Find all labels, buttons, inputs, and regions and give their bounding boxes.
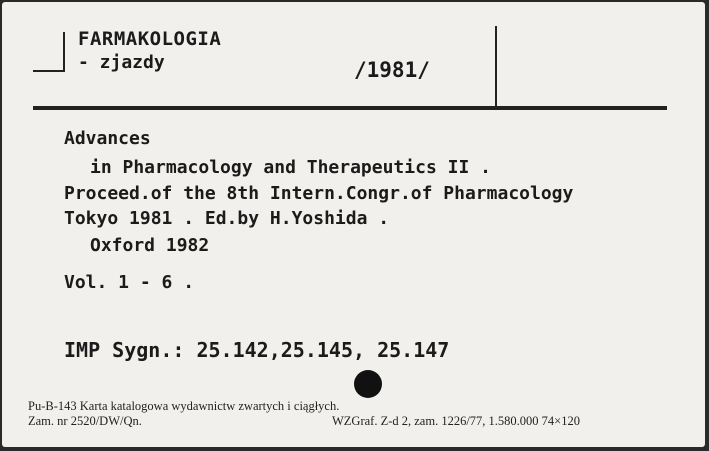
record-title-line-2: in Pharmacology and Therapeutics II .: [90, 157, 491, 178]
catalog-card: [2, 2, 705, 447]
header-vertical-rule: [495, 26, 497, 106]
punch-hole: [354, 370, 382, 398]
record-title-line-1: Advances: [64, 128, 151, 149]
record-proceedings-line: Proceed.of the 8th Intern.Congr.of Pharmacology: [64, 183, 574, 204]
footer-printer-line: WZGraf. Z-d 2, zam. 1226/77, 1.580.000 74×120: [332, 414, 580, 428]
footer-form-line: Pu-B-143 Karta katalogowa wydawnictw zwartych i ciągłych.: [28, 399, 340, 413]
subject-heading: FARMAKOLOGIA: [78, 28, 222, 50]
record-editor-line: Tokyo 1981 . Ed.by H.Yoshida .: [64, 208, 390, 229]
header-bracket-line: [33, 32, 65, 72]
record-volumes-line: Vol. 1 - 6 .: [64, 272, 195, 293]
call-number-line: IMP Sygn.: 25.142,25.145, 25.147: [64, 338, 450, 362]
header-horizontal-rule: [33, 106, 667, 110]
record-publisher-line: Oxford 1982: [90, 235, 210, 256]
year-label: /1981/: [354, 58, 430, 82]
footer-order-line: Zam. nr 2520/DW/Qn.: [28, 414, 142, 428]
subject-subheading: - zjazdy: [78, 52, 165, 73]
